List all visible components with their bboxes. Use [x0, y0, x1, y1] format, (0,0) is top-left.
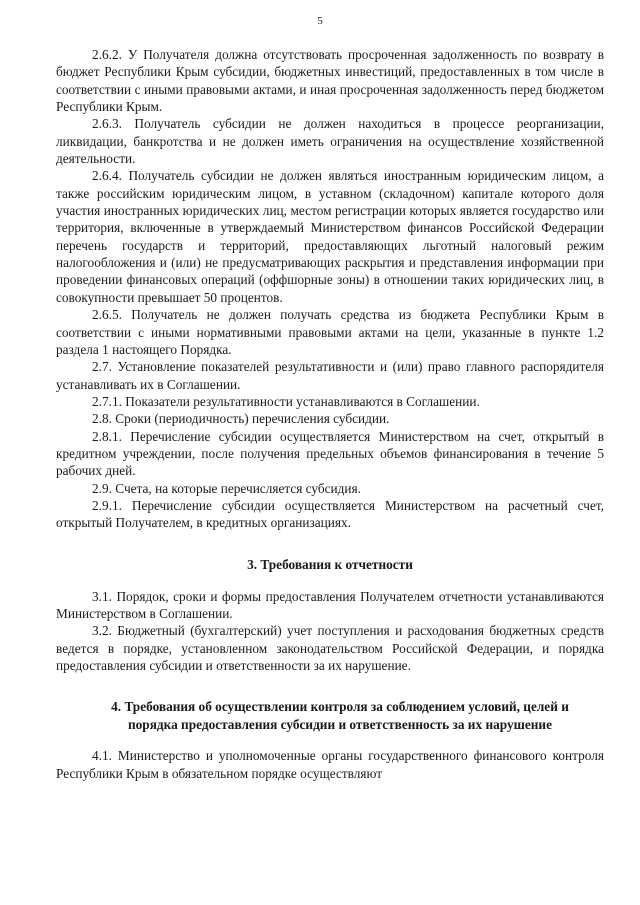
paragraph-2-6-4: 2.6.4. Получатель субсидии не должен являться иностранным юридическим лицом, а также российским юридическим лицом, в уставном (складочном) капитале которого доля участия иностранных юридических лиц, местом регистрации которых является государство или территория, включенные в утверждаемый Министерством финансов Российской Федерации перечень государств и территорий, предоставляющих льготный налоговый режим налогообложения и (или) не предусматривающих раскрытия и представления информации при проведении финансовых операций (оффшорные зоны) в отношении таких юридических лиц, в совокупности превышает 50 процентов.	[56, 168, 604, 305]
paragraph-2-8: 2.8. Сроки (периодичность) перечисления субсидии.	[92, 411, 390, 427]
spacer	[56, 574, 604, 588]
spacer	[56, 734, 604, 747]
paragraph-2-6-5: 2.6.5. Получатель не должен получать средства из бюджета Республики Крым в соответствии с иными нормативными правовыми актами на цели, указанные в пункте 1.2 раздела 1 настоящего Порядка.	[56, 307, 604, 357]
paragraph-2-6-2: 2.6.2. У Получателя должна отсутствовать просроченная задолженность по возврату в бюджет Республики Крым субсидии, бюджетных инвестиций, предоставленных в том числе в соответствии с иными правовыми актами, и иная просроченная задолженность перед бюджетом Республики Крым.	[56, 47, 604, 115]
paragraph-3-1: 3.1. Порядок, сроки и формы предоставления Получателем отчетности устанавливаются Министерством в Соглашении.	[56, 588, 604, 621]
paragraph-3-2: 3.2. Бюджетный (бухгалтерский) учет поступления и расходования бюджетных средств ведется в порядке, установленном законодательством Российской Федерации, и порядка предоставления субсидии и ответственности за их нарушение.	[56, 623, 604, 673]
paragraph-2-7-1: 2.7.1. Показатели результативности устанавливаются в Соглашении.	[92, 393, 480, 409]
paragraph-2-9-1: 2.9.1. Перечисление субсидии осуществляется Министерством на расчетный счет, открытый Получателем, в кредитных организациях.	[56, 497, 604, 531]
document-body	[56, 46, 604, 782]
paragraph-4-1: 4.1. Министерство и уполномоченные органы государственного финансового контроля Республики Крым в обязательном порядке осуществляют	[56, 748, 604, 781]
paragraph-2-6-3: 2.6.3. Получатель субсидии не должен находиться в процессе реорганизации, ликвидации, банкротства и не должен иметь ограничения на осуществление хозяйственной деятельности.	[56, 116, 604, 167]
section-3-heading: 3. Требования к отчетности	[247, 556, 413, 572]
page-number: 5	[317, 15, 323, 27]
section-4-heading: 4. Требования об осуществлении контроля за соблюдением условий, целей и порядка предоставления субсидии и ответственность за их нарушение	[111, 699, 569, 733]
paragraph-2-9: 2.9. Счета, на которые перечисляется субсидия.	[92, 480, 361, 496]
spacer	[56, 674, 604, 698]
spacer	[56, 532, 604, 556]
paragraph-2-7: 2.7. Установление показателей результативности и (или) право главного распорядителя устанавливать их в Соглашении.	[56, 359, 604, 392]
paragraph-2-8-1: 2.8.1. Перечисление субсидии осуществляется Министерством на счет, открытый в кредитном учреждении, после получения предельных объемов финансирования в течение 5 рабочих дней.	[56, 428, 604, 479]
